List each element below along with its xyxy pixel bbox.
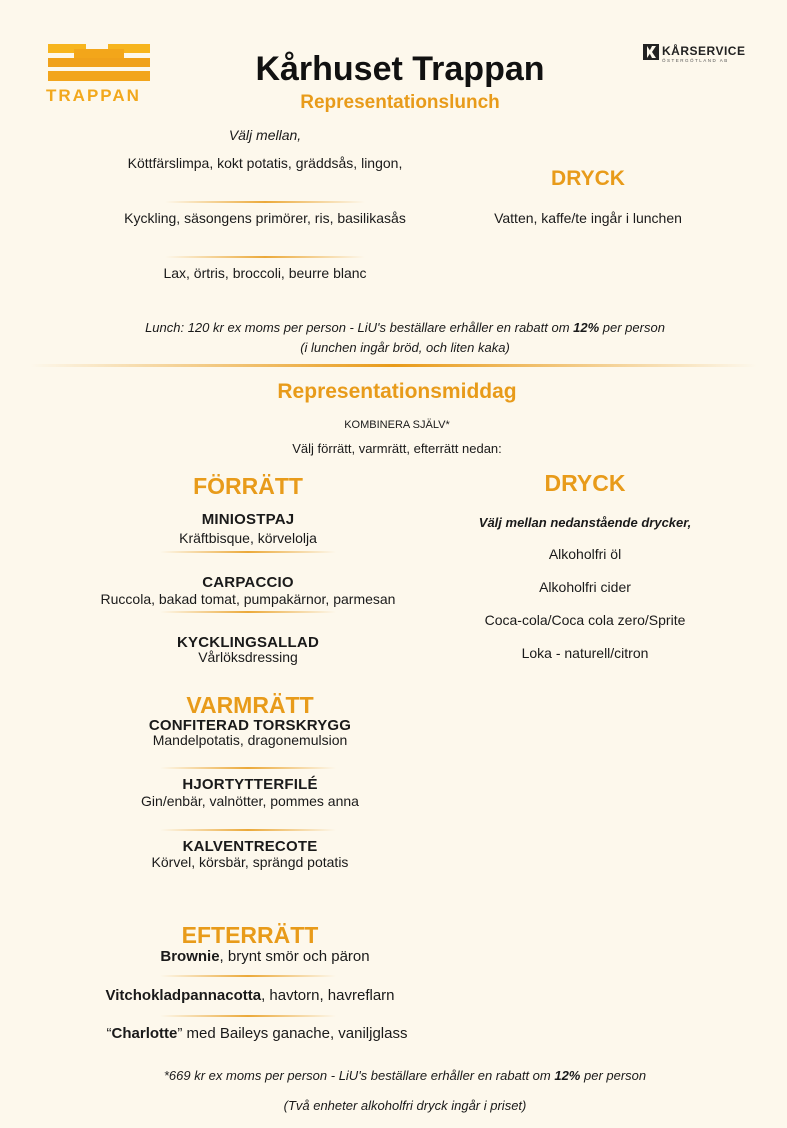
trappan-logo-text: TRAPPAN bbox=[46, 86, 141, 105]
dessert-quote: “ bbox=[106, 1025, 112, 1042]
main-name: CONFITERAD TORSKRYGG bbox=[148, 717, 352, 734]
page-subtitle: Representationslunch bbox=[300, 92, 500, 113]
lunch-choose: Välj mellan, bbox=[228, 127, 302, 143]
starter-desc: Ruccola, bakad tomat, pumpakärnor, parmesan bbox=[100, 591, 396, 607]
starter-name: KYCKLINGSALLAD bbox=[177, 634, 319, 651]
karservice-sub: ÖSTERGÖTLAND AB bbox=[662, 58, 729, 63]
dessert-desc: , brynt smör och päron bbox=[219, 948, 370, 965]
dessert-name: Vitchokladpannacotta bbox=[105, 987, 262, 1004]
trappan-logo-mark bbox=[46, 44, 152, 84]
dinner-price-note: (Två enheter alkoholfri dryck ingår i priset) bbox=[283, 1098, 527, 1113]
divider bbox=[160, 551, 336, 553]
drink-item: Coca-cola/Coca cola zero/Sprite bbox=[484, 612, 686, 628]
divider bbox=[160, 829, 336, 831]
dinner-drink-intro bbox=[435, 515, 735, 530]
main-desc: Körvel, körsbär, sprängd potatis bbox=[151, 854, 349, 870]
section-divider bbox=[30, 364, 757, 367]
starter-heading: FÖRRÄTT bbox=[193, 473, 303, 499]
divider bbox=[160, 611, 336, 613]
dessert-heading: EFTERRÄTT bbox=[181, 922, 319, 948]
karservice-logo bbox=[643, 43, 747, 67]
dessert-name: Charlotte bbox=[111, 1025, 178, 1042]
lunch-price-prefix: Lunch: 120 kr ex moms per person - LiU's beställare erhåller en rabatt om bbox=[145, 320, 574, 335]
dessert-name: Brownie bbox=[160, 948, 220, 965]
lunch-price bbox=[60, 320, 750, 335]
dinner-price bbox=[60, 1068, 750, 1083]
divider bbox=[165, 256, 365, 258]
starter-desc: Vårlöksdressing bbox=[198, 649, 298, 665]
dessert-item bbox=[50, 987, 450, 1004]
dinner-drink-intro-text: Välj mellan nedanstående drycker, bbox=[478, 515, 692, 530]
dinner-drink-heading: DRYCK bbox=[544, 470, 626, 496]
trappan-logo bbox=[46, 44, 154, 106]
lunch-item: Kyckling, säsongens primörer, ris, basilikasås bbox=[124, 210, 406, 226]
karservice-brand: KÅRSERVICE bbox=[662, 44, 746, 58]
lunch-price-note: (i lunchen ingår bröd, och liten kaka) bbox=[300, 340, 510, 355]
dinner-price-suffix: per person bbox=[580, 1068, 647, 1083]
dessert-desc: , havtorn, havreflarn bbox=[261, 987, 395, 1004]
drink-item: Loka - naturell/citron bbox=[521, 645, 649, 661]
dessert-item bbox=[60, 948, 470, 965]
divider bbox=[160, 975, 336, 977]
main-desc: Gin/enbär, valnötter, pommes anna bbox=[141, 793, 359, 809]
main-name: KALVENTRECOTE bbox=[182, 838, 318, 855]
lunch-drink-text: Vatten, kaffe/te ingår i lunchen bbox=[494, 210, 682, 226]
lunch-item: Lax, örtris, broccoli, beurre blanc bbox=[163, 265, 367, 281]
drink-item: Alkoholfri öl bbox=[548, 546, 622, 562]
lunch-item: Köttfärslimpa, kokt potatis, gräddsås, lingon, bbox=[127, 155, 403, 171]
dinner-price-discount: 12% bbox=[554, 1068, 581, 1083]
lunch-price-discount: 12% bbox=[573, 320, 600, 335]
lunch-drink-heading: DRYCK bbox=[551, 167, 625, 190]
main-name: HJORTYTTERFILÉ bbox=[182, 776, 318, 793]
dinner-instruction: Välj förrätt, varmrätt, efterrätt nedan: bbox=[292, 441, 502, 456]
lunch-price-suffix: per person bbox=[599, 320, 665, 335]
divider bbox=[160, 1015, 336, 1017]
main-desc: Mandelpotatis, dragonemulsion bbox=[152, 732, 348, 748]
starter-name: MINIOSTPAJ bbox=[201, 511, 295, 528]
drink-item: Alkoholfri cider bbox=[539, 579, 631, 595]
page-title: Kårhuset Trappan bbox=[255, 50, 545, 88]
dinner-combine: KOMBINERA SJÄLV* bbox=[344, 419, 450, 431]
dessert-desc: ” med Baileys ganache, vaniljglass bbox=[177, 1025, 408, 1042]
karservice-logo-mark bbox=[643, 44, 659, 60]
dessert-item bbox=[50, 1025, 464, 1042]
starter-name: CARPACCIO bbox=[202, 574, 294, 591]
divider bbox=[165, 201, 365, 203]
divider bbox=[160, 767, 336, 769]
dinner-price-prefix: *669 kr ex moms per person - LiU's beställare erhåller en rabatt om bbox=[163, 1068, 555, 1083]
starter-desc: Kräftbisque, körvelolja bbox=[179, 530, 317, 546]
main-heading: VARMRÄTT bbox=[186, 692, 314, 718]
dinner-heading: Representationsmiddag bbox=[277, 380, 517, 403]
